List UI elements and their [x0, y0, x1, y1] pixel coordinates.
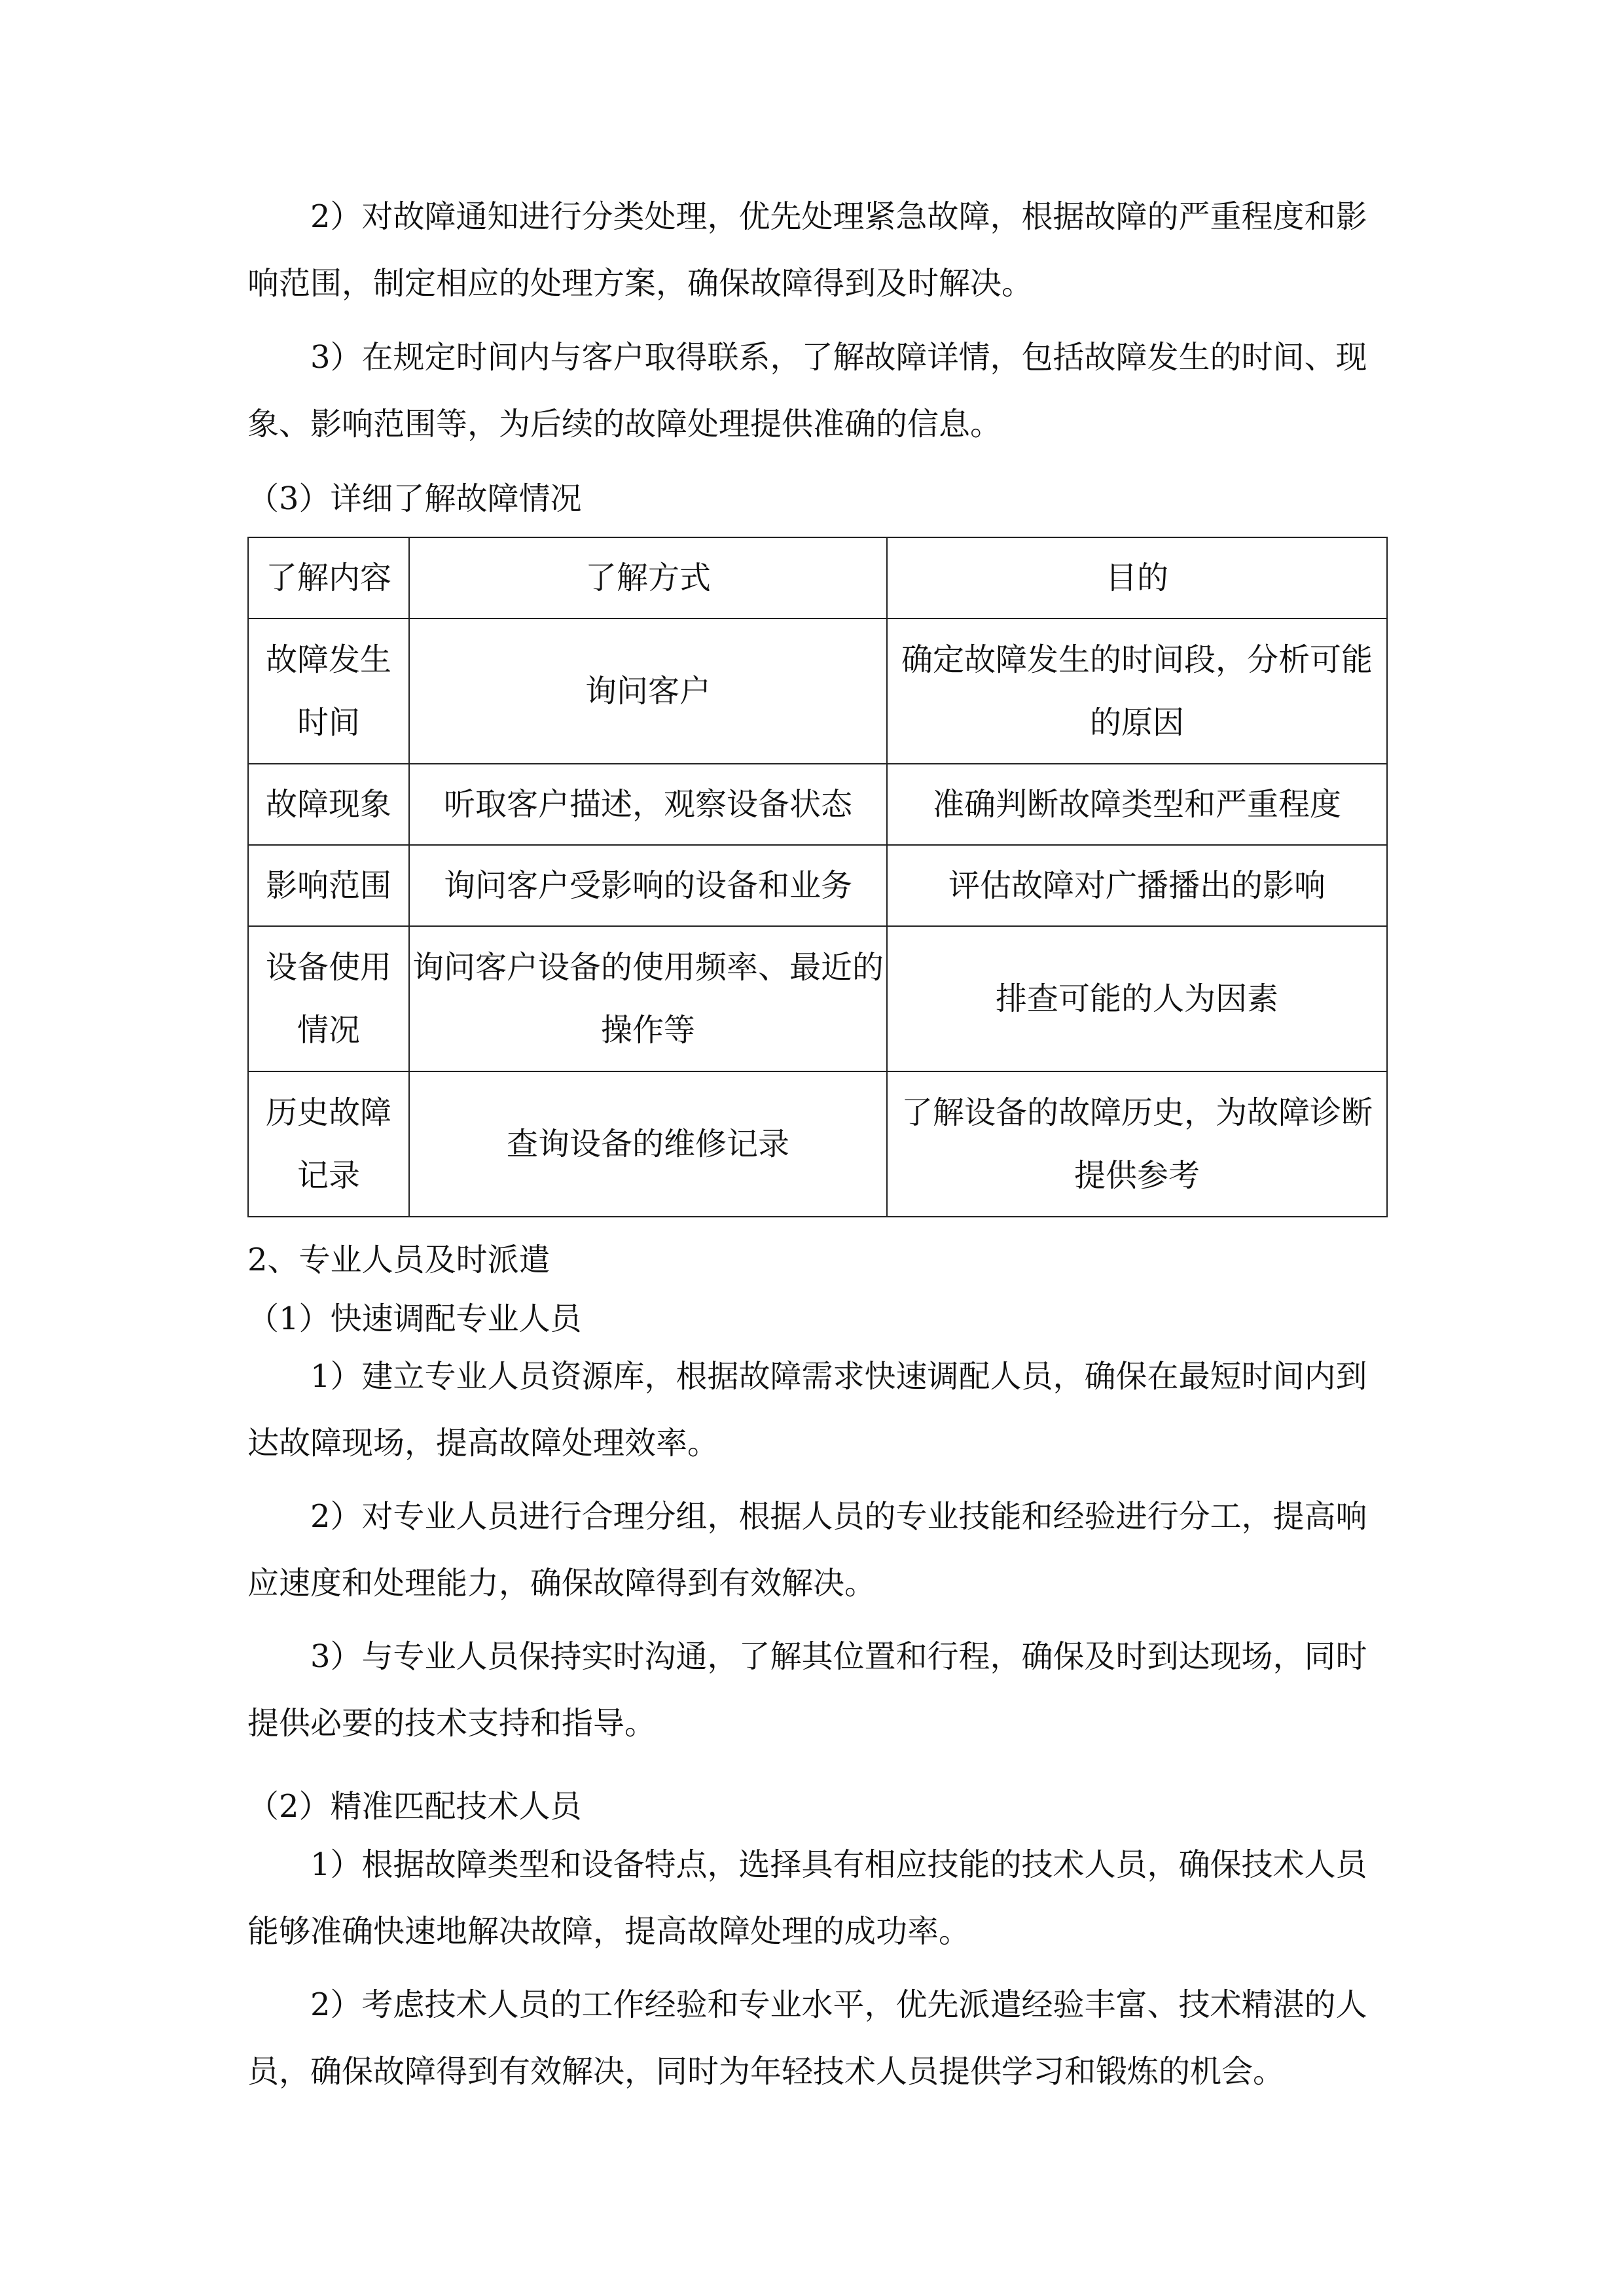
paragraph-experience-priority: 2）考虑技术人员的工作经验和专业水平，优先派遣经验丰富、技术精湛的人员，确保故障得到有效解决，同时为年轻技术人员提供学习和锻炼的机会。 — [247, 1986, 1367, 2090]
table-cell-content: 影响范围 — [248, 845, 409, 926]
table-cell-content: 历史故障记录 — [248, 1071, 409, 1217]
table-header-purpose: 目的 — [887, 537, 1387, 619]
table-cell-method: 询问客户 — [409, 619, 887, 764]
table-cell-content: 故障发生时间 — [248, 619, 409, 764]
table-cell-content: 故障现象 — [248, 764, 409, 845]
paragraph-skill-matching: 1）根据故障类型和设备特点，选择具有相应技能的技术人员，确保技术人员能够准确快速地解决故障，提高故障处理的成功率。 — [247, 1846, 1367, 1950]
table-row — [248, 764, 1387, 845]
table-cell-method: 询问客户设备的使用频率、最近的操作等 — [409, 926, 887, 1071]
fault-info-table — [247, 537, 1388, 1217]
table-cell-method: 询问客户受影响的设备和业务 — [409, 845, 887, 926]
paragraph-fault-classification: 2）对故障通知进行分类处理，优先处理紧急故障，根据故障的严重程度和影响范围，制定相应的处理方案，确保故障得到及时解决。 — [247, 198, 1367, 302]
paragraph-resource-pool: 1）建立专业人员资源库，根据故障需求快速调配人员，确保在最短时间内到达故障现场，提高故障处理效率。 — [247, 1358, 1367, 1462]
table-row — [248, 1071, 1387, 1217]
table-header-content: 了解内容 — [248, 537, 409, 619]
table-header-row — [248, 537, 1387, 619]
table-cell-purpose: 准确判断故障类型和严重程度 — [887, 764, 1387, 845]
section-3-title: （3）详细了解故障情况 — [247, 480, 582, 517]
table-cell-purpose: 确定故障发生的时间段，分析可能的原因 — [887, 619, 1387, 764]
table-cell-purpose: 排查可能的人为因素 — [887, 926, 1387, 1071]
table-cell-purpose: 评估故障对广播播出的影响 — [887, 845, 1387, 926]
paragraph-contact-customer: 3）在规定时间内与客户取得联系，了解故障详情，包括故障发生的时间、现象、影响范围等，为后续的故障处理提供准确的信息。 — [247, 339, 1367, 442]
table-row — [248, 926, 1387, 1071]
table-cell-content: 设备使用情况 — [248, 926, 409, 1071]
paragraph-realtime-communication: 3）与专业人员保持实时沟通，了解其位置和行程，确保及时到达现场，同时提供必要的技术支持和指导。 — [247, 1638, 1367, 1742]
table-cell-method: 查询设备的维修记录 — [409, 1071, 887, 1217]
table-cell-purpose: 了解设备的故障历史，为故障诊断提供参考 — [887, 1071, 1387, 1217]
table-cell-method: 听取客户描述，观察设备状态 — [409, 764, 887, 845]
section-2-title: 2、专业人员及时派遣 — [247, 1242, 550, 1278]
subsection-1-title: （1）快速调配专业人员 — [247, 1300, 582, 1337]
table-row — [248, 845, 1387, 926]
table-header-method: 了解方式 — [409, 537, 887, 619]
subsection-2-title: （2）精准匹配技术人员 — [247, 1788, 582, 1825]
table-row — [248, 619, 1387, 764]
paragraph-grouping: 2）对专业人员进行合理分组，根据人员的专业技能和经验进行分工，提高响应速度和处理能力，确保故障得到有效解决。 — [247, 1498, 1367, 1602]
